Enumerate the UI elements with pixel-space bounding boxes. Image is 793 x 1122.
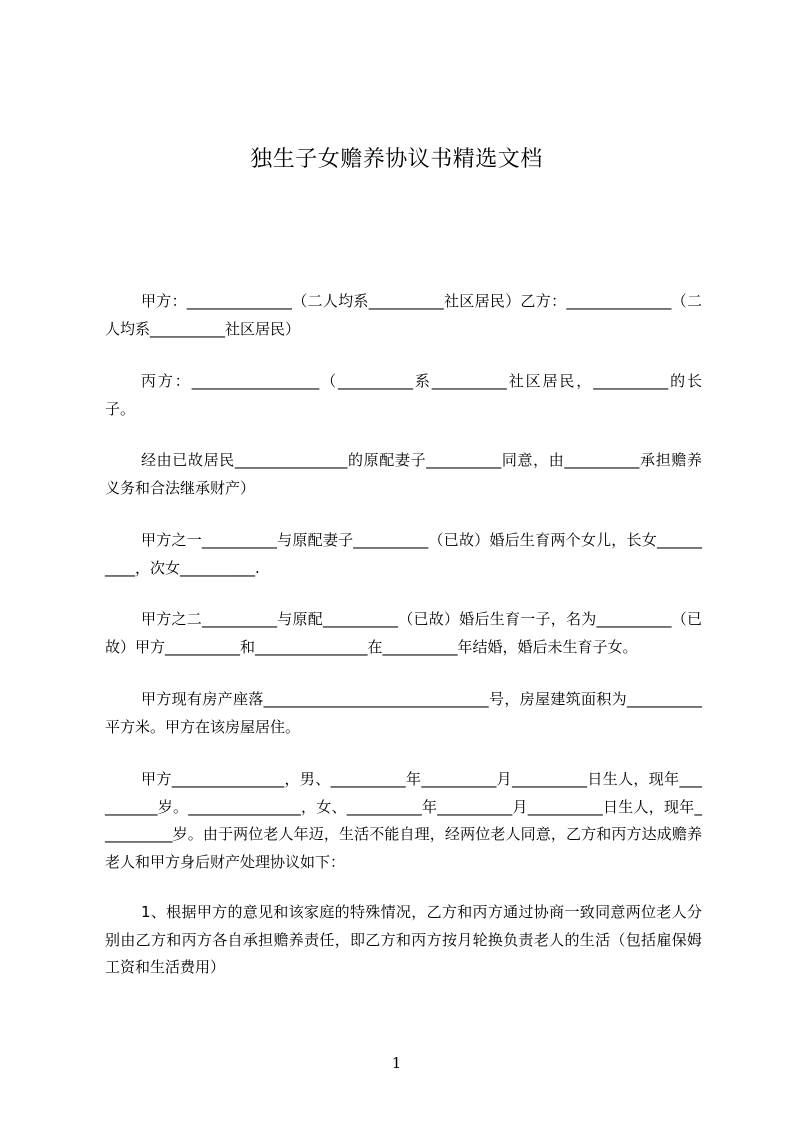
paragraph-party-a-one: 甲方之一__________与原配妻子__________（已故）婚后生育两个女儿，长女__________，次女__________. xyxy=(105,531,702,577)
paragraph-party-c: 丙方：_________________（__________系__________社区居民，__________的长子。 xyxy=(105,372,702,418)
paragraph-consent: 经由已故居民_______________的原配妻子__________同意，由__________承担赡养义务和合法继承财产） xyxy=(105,451,702,497)
paragraph-parties-a-b: 甲方：______________（二人均系__________社区居民）乙方：______________（二人均系__________社区居民） xyxy=(105,292,702,338)
paragraph-clause-1: 1、根据甲方的意见和该家庭的特殊情况，乙方和丙方通过协商一致同意两位老人分别由乙方和丙方各自承担赡养责任，即乙方和丙方按月轮换负责老人的生活（包括雇保姆工资和生活费用） xyxy=(105,903,702,976)
paragraph-elders: 甲方_______________，男、__________年__________月__________日生人，现年__________岁。_______________，女、__________年__________月__________日生人，现年__________岁。由于两位老人年迈，生活不能自理，经两位老人同意，乙方和丙方达成赡养老人和甲方身后财产处理协议如下： xyxy=(105,770,702,871)
document-title: 独生子女赡养协议书精选文档 xyxy=(250,147,543,172)
paragraph-party-a-two: 甲方之二__________与原配__________（已故）婚后生育一子，名为__________（已故）甲方__________和_______________在__________年结婚，婚后未生育子女。 xyxy=(105,610,702,656)
page-number: 1 xyxy=(391,1054,402,1072)
paragraph-property: 甲方现有房产座落______________________________号，房屋建筑面积为__________平方米。甲方在该房屋居住。 xyxy=(105,690,702,736)
